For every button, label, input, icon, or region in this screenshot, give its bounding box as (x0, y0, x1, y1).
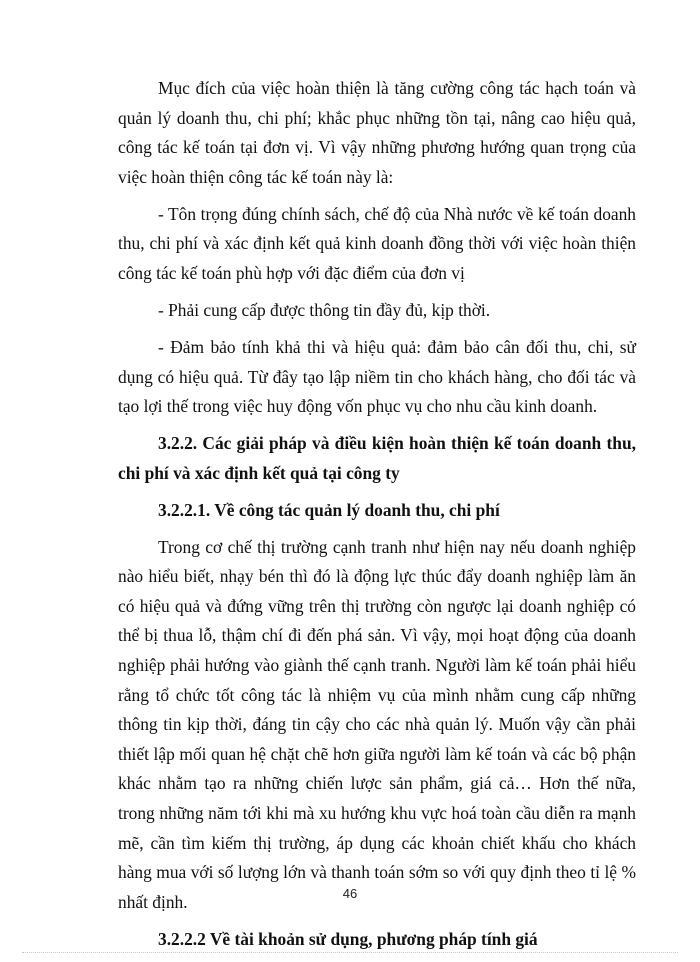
section-heading-3-2-2-1: 3.2.2.1. Về công tác quản lý doanh thu, chi phí (158, 499, 500, 520)
section-heading-3-2-2: 3.2.2. Các giải pháp và điều kiện hoàn thiện kế toán doanh thu, chi phí và xác định kết quả tại công ty (118, 433, 636, 483)
paragraph-timely-information: - Phải cung cấp được thông tin đầy đủ, kịp thời. (158, 299, 491, 320)
page-bottom-border (22, 952, 678, 953)
paragraph-market-competition: Trong cơ chế thị trường cạnh tranh như hiện nay nếu doanh nghiệp nào hiểu biết, nhạy bén thì đó là động lực thúc đẩy doanh nghiệp làm ăn có hiệu quả và đứng vững trên thị trường còn ngược lại doanh nghiệp có thể bị thua lỗ, thậm chí đi đến phá sản. Vì vậy, mọi hoạt động của doanh nghiệp phải hướng vào giành thế cạnh tranh. Người làm kế toán phải hiểu rằng tổ chức tốt công tác là nhiệm vụ của mình nhằm cung cấp những thông tin kịp thời, đáng tin cậy cho các nhà quản lý. Muốn vậy cần phải thiết lập mối quan hệ chặt chẽ hơn giữa người làm kế toán và các bộ phận khác nhằm tạo ra những chiến lược sản phẩm, giá cả… Hơn thế nữa, trong những năm tới khi mà xu hướng khu vực hoá toàn cầu diễn ra mạnh mẽ, cần tìm kiếm thị trường, áp dụng các khoản chiết khấu cho khách hàng mua với số lượng lớn và thanh toán sớm so với quy định theo tỉ lệ % nhất định. (118, 536, 636, 912)
section-heading-3-2-2-2: 3.2.2.2 Về tài khoản sử dụng, phương pháp tính giá (158, 928, 538, 949)
paragraph-policy-compliance: - Tôn trọng đúng chính sách, chế độ của Nhà nước về kế toán doanh thu, chi phí và xác định kết quả kinh doanh đồng thời với việc hoàn thiện công tác kế toán phù hợp với đặc điểm của đơn vị (118, 203, 636, 283)
paragraph-feasibility-efficiency: - Đảm bảo tính khả thi và hiệu quả: đảm bảo cân đối thu, chi, sử dụng có hiệu quả. Từ đây tạo lập niềm tin cho khách hàng, cho đối tác và tạo lợi thế trong việc huy động vốn phục vụ cho nhu cầu kinh doanh. (118, 336, 636, 417)
page-number: 46 (342, 886, 358, 901)
page-content (118, 74, 636, 962)
paragraph-improvement-purpose: Mục đích của việc hoàn thiện là tăng cường công tác hạch toán và quản lý doanh thu, chi phí; khắc phục những tồn tại, nâng cao hiệu quả, công tác kế toán tại đơn vị. Vì vậy những phương hướng quan trọng của việc hoàn thiện công tác kế toán này là: (118, 78, 636, 187)
